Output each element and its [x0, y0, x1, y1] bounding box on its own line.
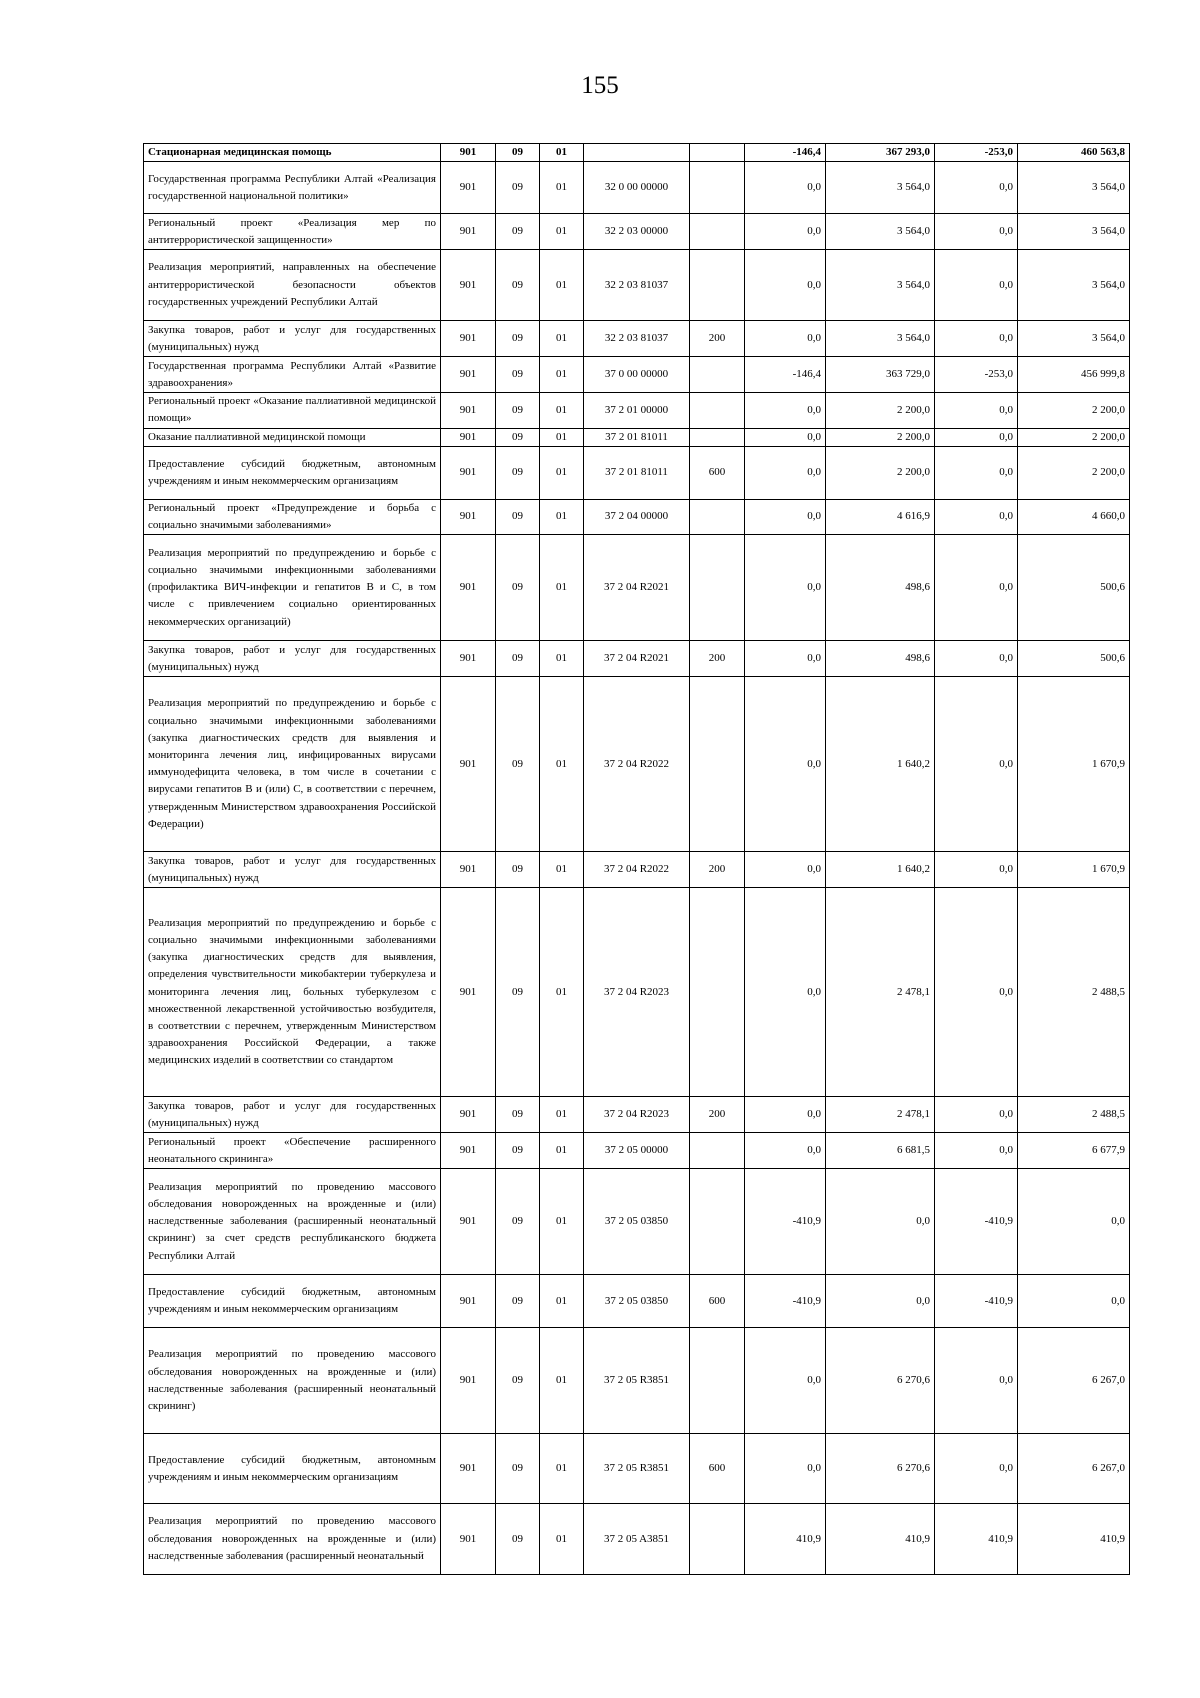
row-name: Реализация мероприятий по проведению массового обследования новорожденных на врожденные и (или) наследственные заболевания (расширенный неонатальный: [144, 1504, 441, 1575]
row-rz-code: 09: [496, 357, 540, 393]
row-gr-code: 901: [441, 393, 496, 428]
row-csr-code: 37 0 00 00000: [584, 357, 690, 393]
table-row: [144, 393, 1130, 428]
row-rz-code: 09: [496, 446, 540, 499]
row-name: Закупка товаров, работ и услуг для государственных (муниципальных) нужд: [144, 321, 441, 357]
budget-table: [143, 143, 1130, 1575]
table-row: [144, 641, 1130, 677]
row-value-4: 2 488,5: [1018, 888, 1130, 1097]
row-csr-code: 37 2 05 00000: [584, 1133, 690, 1169]
row-name: Государственная программа Республики Алтай «Реализация государственной национальной политики»: [144, 162, 441, 214]
row-value-3: -410,9: [935, 1169, 1018, 1275]
row-pr-code: 01: [540, 1328, 584, 1434]
row-value-1: 0,0: [745, 250, 826, 321]
row-value-1: 0,0: [745, 1434, 826, 1504]
row-vr-code: [690, 888, 745, 1097]
row-value-4: 460 563,8: [1018, 144, 1130, 162]
row-name: Предоставление субсидий бюджетным, автономным учреждениям и иным некоммерческим организациям: [144, 1434, 441, 1504]
row-value-2: 2 200,0: [826, 393, 935, 428]
row-gr-code: 901: [441, 1097, 496, 1133]
row-value-2: 367 293,0: [826, 144, 935, 162]
row-rz-code: 09: [496, 393, 540, 428]
row-rz-code: 09: [496, 852, 540, 888]
row-pr-code: 01: [540, 144, 584, 162]
row-pr-code: 01: [540, 321, 584, 357]
row-value-3: 0,0: [935, 428, 1018, 446]
row-value-2: 498,6: [826, 535, 935, 641]
row-pr-code: 01: [540, 1504, 584, 1575]
row-gr-code: 901: [441, 1504, 496, 1575]
row-vr-code: [690, 499, 745, 534]
row-csr-code: 32 2 03 81037: [584, 321, 690, 357]
row-csr-code: 32 2 03 00000: [584, 214, 690, 250]
row-vr-code: 200: [690, 641, 745, 677]
row-value-4: 3 564,0: [1018, 214, 1130, 250]
row-csr-code: 37 2 04 00000: [584, 499, 690, 534]
row-gr-code: 901: [441, 1434, 496, 1504]
row-vr-code: [690, 214, 745, 250]
row-value-4: 1 670,9: [1018, 677, 1130, 852]
table-row: [144, 1097, 1130, 1133]
row-value-1: 0,0: [745, 888, 826, 1097]
row-value-4: 500,6: [1018, 641, 1130, 677]
row-name: Региональный проект «Оказание паллиативной медицинской помощи»: [144, 393, 441, 428]
row-pr-code: 01: [540, 535, 584, 641]
row-csr-code: 37 2 05 R3851: [584, 1328, 690, 1434]
row-rz-code: 09: [496, 250, 540, 321]
row-csr-code: 37 2 04 R2023: [584, 1097, 690, 1133]
row-value-3: 0,0: [935, 321, 1018, 357]
row-rz-code: 09: [496, 499, 540, 534]
table-row: [144, 888, 1130, 1097]
row-rz-code: 09: [496, 162, 540, 214]
row-value-2: 1 640,2: [826, 852, 935, 888]
row-name: Реализация мероприятий по предупреждению и борьбе с социально значимыми инфекционными заболеваниями (профилактика ВИЧ-инфекции и гепатитов В и С, в том числе с привлечением социально ориентированных некоммерческих организаций): [144, 535, 441, 641]
row-value-3: 0,0: [935, 1097, 1018, 1133]
row-csr-code: 32 0 00 00000: [584, 162, 690, 214]
table-row: [144, 321, 1130, 357]
row-name: Предоставление субсидий бюджетным, автономным учреждениям и иным некоммерческим организациям: [144, 446, 441, 499]
row-rz-code: 09: [496, 214, 540, 250]
row-value-3: 0,0: [935, 535, 1018, 641]
row-value-4: 2 200,0: [1018, 393, 1130, 428]
row-vr-code: 200: [690, 321, 745, 357]
row-vr-code: [690, 357, 745, 393]
table-row: [144, 446, 1130, 499]
row-csr-code: 37 2 04 R2022: [584, 677, 690, 852]
row-pr-code: 01: [540, 250, 584, 321]
row-value-3: -410,9: [935, 1275, 1018, 1328]
table-row: [144, 1169, 1130, 1275]
table-row: [144, 499, 1130, 534]
row-name: Региональный проект «Реализация мер по антитеррористической защищенности»: [144, 214, 441, 250]
row-vr-code: [690, 428, 745, 446]
table-row: [144, 428, 1130, 446]
row-value-2: 363 729,0: [826, 357, 935, 393]
row-gr-code: 901: [441, 250, 496, 321]
row-csr-code: 37 2 04 R2021: [584, 641, 690, 677]
row-value-4: 500,6: [1018, 535, 1130, 641]
row-rz-code: 09: [496, 677, 540, 852]
row-value-3: 0,0: [935, 214, 1018, 250]
row-value-2: 0,0: [826, 1169, 935, 1275]
row-name: Закупка товаров, работ и услуг для государственных (муниципальных) нужд: [144, 852, 441, 888]
row-rz-code: 09: [496, 1434, 540, 1504]
row-value-3: 0,0: [935, 1328, 1018, 1434]
row-value-1: 0,0: [745, 677, 826, 852]
row-value-2: 6 270,6: [826, 1434, 935, 1504]
row-value-3: 0,0: [935, 162, 1018, 214]
table-row: [144, 250, 1130, 321]
row-name: Государственная программа Республики Алтай «Развитие здравоохранения»: [144, 357, 441, 393]
row-rz-code: 09: [496, 144, 540, 162]
row-rz-code: 09: [496, 1328, 540, 1434]
row-pr-code: 01: [540, 428, 584, 446]
row-name: Реализация мероприятий, направленных на обеспечение антитеррористической безопасности объектов государственных учреждений Республики Алтай: [144, 250, 441, 321]
row-value-3: -253,0: [935, 357, 1018, 393]
row-name: Стационарная медицинская помощь: [144, 144, 441, 162]
row-value-1: 0,0: [745, 1133, 826, 1169]
row-rz-code: 09: [496, 1133, 540, 1169]
table-row: [144, 1133, 1130, 1169]
row-vr-code: [690, 393, 745, 428]
row-value-1: -146,4: [745, 357, 826, 393]
table-row: [144, 1434, 1130, 1504]
row-value-1: 0,0: [745, 214, 826, 250]
row-name: Закупка товаров, работ и услуг для государственных (муниципальных) нужд: [144, 1097, 441, 1133]
row-value-4: 6 267,0: [1018, 1328, 1130, 1434]
row-gr-code: 901: [441, 1328, 496, 1434]
row-value-2: 6 681,5: [826, 1133, 935, 1169]
row-value-2: 3 564,0: [826, 162, 935, 214]
row-rz-code: 09: [496, 1504, 540, 1575]
row-value-4: 2 488,5: [1018, 1097, 1130, 1133]
row-gr-code: 901: [441, 428, 496, 446]
row-value-2: 2 200,0: [826, 446, 935, 499]
row-value-1: -410,9: [745, 1169, 826, 1275]
row-value-4: 6 267,0: [1018, 1434, 1130, 1504]
row-value-4: 3 564,0: [1018, 250, 1130, 321]
row-gr-code: 901: [441, 677, 496, 852]
row-vr-code: [690, 162, 745, 214]
row-gr-code: 901: [441, 446, 496, 499]
row-pr-code: 01: [540, 1133, 584, 1169]
row-value-1: 410,9: [745, 1504, 826, 1575]
row-rz-code: 09: [496, 641, 540, 677]
row-value-4: 0,0: [1018, 1275, 1130, 1328]
row-name: Закупка товаров, работ и услуг для государственных (муниципальных) нужд: [144, 641, 441, 677]
table-row: [144, 1504, 1130, 1575]
row-rz-code: 09: [496, 1097, 540, 1133]
row-pr-code: 01: [540, 888, 584, 1097]
row-name: Оказание паллиативной медицинской помощи: [144, 428, 441, 446]
row-pr-code: 01: [540, 357, 584, 393]
table-row: [144, 214, 1130, 250]
row-pr-code: 01: [540, 852, 584, 888]
row-name: Реализация мероприятий по предупреждению и борьбе с социально значимыми инфекционными заболеваниями (закупка диагностических средств для выявления, определения чувствительности микобактерии туберкулеза и мониторинга лечения лиц, больных туберкулезом с множественной лекарственной устойчивостью возбудителя, в соответствии с перечнем, утвержденным Министерством здравоохранения Российской Федерации, а также медицинских изделий в соответствии со стандартом: [144, 888, 441, 1097]
row-value-3: -253,0: [935, 144, 1018, 162]
row-value-4: 3 564,0: [1018, 321, 1130, 357]
row-vr-code: [690, 144, 745, 162]
row-pr-code: 01: [540, 499, 584, 534]
row-vr-code: 600: [690, 1275, 745, 1328]
row-value-1: -146,4: [745, 144, 826, 162]
row-value-1: 0,0: [745, 321, 826, 357]
row-csr-code: 37 2 04 R2023: [584, 888, 690, 1097]
row-value-2: 4 616,9: [826, 499, 935, 534]
table-row: [144, 144, 1130, 162]
row-value-1: 0,0: [745, 641, 826, 677]
row-vr-code: [690, 1133, 745, 1169]
row-value-3: 0,0: [935, 677, 1018, 852]
row-vr-code: 600: [690, 1434, 745, 1504]
row-vr-code: [690, 535, 745, 641]
row-pr-code: 01: [540, 1169, 584, 1275]
row-value-1: 0,0: [745, 852, 826, 888]
row-gr-code: 901: [441, 214, 496, 250]
row-csr-code: 37 2 05 03850: [584, 1169, 690, 1275]
row-vr-code: [690, 1169, 745, 1275]
row-value-3: 0,0: [935, 499, 1018, 534]
row-value-4: 2 200,0: [1018, 428, 1130, 446]
row-value-2: 6 270,6: [826, 1328, 935, 1434]
row-csr-code: 37 2 04 R2022: [584, 852, 690, 888]
row-value-4: 2 200,0: [1018, 446, 1130, 499]
table-row: [144, 357, 1130, 393]
row-value-3: 0,0: [935, 1434, 1018, 1504]
table-row: [144, 535, 1130, 641]
row-value-4: 410,9: [1018, 1504, 1130, 1575]
row-pr-code: 01: [540, 1097, 584, 1133]
table-row: [144, 1328, 1130, 1434]
row-value-1: 0,0: [745, 446, 826, 499]
row-rz-code: 09: [496, 1275, 540, 1328]
row-name: Реализация мероприятий по предупреждению и борьбе с социально значимыми инфекционными заболеваниями (закупка диагностических средств для выявления и мониторинга лечения лиц, инфицированных вирусами иммунодефицита человека, в том числе в сочетании с вирусами гепатитов В и (или) С, в соответствии с перечнем, утвержденным Министерством здравоохранения Российской Федерации): [144, 677, 441, 852]
row-pr-code: 01: [540, 446, 584, 499]
row-value-1: 0,0: [745, 428, 826, 446]
row-value-2: 2 478,1: [826, 1097, 935, 1133]
row-pr-code: 01: [540, 214, 584, 250]
row-vr-code: [690, 250, 745, 321]
row-vr-code: 600: [690, 446, 745, 499]
row-csr-code: [584, 144, 690, 162]
table-row: [144, 162, 1130, 214]
row-value-4: 6 677,9: [1018, 1133, 1130, 1169]
row-csr-code: 37 2 05 R3851: [584, 1434, 690, 1504]
row-name: Предоставление субсидий бюджетным, автономным учреждениям и иным некоммерческим организациям: [144, 1275, 441, 1328]
row-value-1: -410,9: [745, 1275, 826, 1328]
row-value-3: 0,0: [935, 641, 1018, 677]
row-rz-code: 09: [496, 428, 540, 446]
row-rz-code: 09: [496, 321, 540, 357]
row-value-4: 4 660,0: [1018, 499, 1130, 534]
row-value-3: 0,0: [935, 1133, 1018, 1169]
row-pr-code: 01: [540, 393, 584, 428]
row-pr-code: 01: [540, 1275, 584, 1328]
row-pr-code: 01: [540, 1434, 584, 1504]
row-value-2: 0,0: [826, 1275, 935, 1328]
row-value-4: 1 670,9: [1018, 852, 1130, 888]
row-name: Реализация мероприятий по проведению массового обследования новорожденных на врожденные и (или) наследственные заболевания (расширенный неонатальный скрининг) за счет средств республиканского бюджета Республики Алтай: [144, 1169, 441, 1275]
row-name: Региональный проект «Обеспечение расширенного неонатального скрининга»: [144, 1133, 441, 1169]
row-gr-code: 901: [441, 535, 496, 641]
row-value-1: 0,0: [745, 499, 826, 534]
row-csr-code: 37 2 04 R2021: [584, 535, 690, 641]
row-vr-code: [690, 1504, 745, 1575]
row-value-2: 3 564,0: [826, 250, 935, 321]
row-value-4: 456 999,8: [1018, 357, 1130, 393]
row-gr-code: 901: [441, 1275, 496, 1328]
row-gr-code: 901: [441, 852, 496, 888]
row-vr-code: 200: [690, 1097, 745, 1133]
row-value-1: 0,0: [745, 1328, 826, 1434]
row-value-4: 0,0: [1018, 1169, 1130, 1275]
table-row: [144, 852, 1130, 888]
row-gr-code: 901: [441, 162, 496, 214]
row-value-3: 0,0: [935, 446, 1018, 499]
row-value-3: 410,9: [935, 1504, 1018, 1575]
row-value-3: 0,0: [935, 393, 1018, 428]
table-row: [144, 1275, 1130, 1328]
row-gr-code: 901: [441, 888, 496, 1097]
row-csr-code: 37 2 01 81011: [584, 428, 690, 446]
row-vr-code: 200: [690, 852, 745, 888]
row-gr-code: 901: [441, 1169, 496, 1275]
row-value-1: 0,0: [745, 1097, 826, 1133]
row-name: Региональный проект «Предупреждение и борьба с социально значимыми заболеваниями»: [144, 499, 441, 534]
row-gr-code: 901: [441, 357, 496, 393]
row-value-2: 410,9: [826, 1504, 935, 1575]
row-value-2: 3 564,0: [826, 214, 935, 250]
row-csr-code: 37 2 01 00000: [584, 393, 690, 428]
row-csr-code: 37 2 05 A3851: [584, 1504, 690, 1575]
row-value-3: 0,0: [935, 888, 1018, 1097]
row-gr-code: 901: [441, 641, 496, 677]
row-name: Реализация мероприятий по проведению массового обследования новорожденных на врожденные и (или) наследственные заболевания (расширенный неонатальный скрининг): [144, 1328, 441, 1434]
row-gr-code: 901: [441, 144, 496, 162]
row-value-4: 3 564,0: [1018, 162, 1130, 214]
row-pr-code: 01: [540, 641, 584, 677]
row-gr-code: 901: [441, 1133, 496, 1169]
table-row: [144, 677, 1130, 852]
row-vr-code: [690, 677, 745, 852]
row-rz-code: 09: [496, 1169, 540, 1275]
row-value-2: 2 478,1: [826, 888, 935, 1097]
row-value-2: 3 564,0: [826, 321, 935, 357]
row-value-2: 498,6: [826, 641, 935, 677]
row-value-2: 1 640,2: [826, 677, 935, 852]
row-csr-code: 32 2 03 81037: [584, 250, 690, 321]
row-rz-code: 09: [496, 888, 540, 1097]
row-value-3: 0,0: [935, 250, 1018, 321]
row-value-1: 0,0: [745, 162, 826, 214]
row-pr-code: 01: [540, 162, 584, 214]
row-pr-code: 01: [540, 677, 584, 852]
row-value-2: 2 200,0: [826, 428, 935, 446]
row-value-1: 0,0: [745, 393, 826, 428]
row-rz-code: 09: [496, 535, 540, 641]
page-number: 155: [581, 72, 619, 99]
row-vr-code: [690, 1328, 745, 1434]
row-gr-code: 901: [441, 321, 496, 357]
row-gr-code: 901: [441, 499, 496, 534]
row-value-1: 0,0: [745, 535, 826, 641]
row-csr-code: 37 2 05 03850: [584, 1275, 690, 1328]
row-value-3: 0,0: [935, 852, 1018, 888]
row-csr-code: 37 2 01 81011: [584, 446, 690, 499]
